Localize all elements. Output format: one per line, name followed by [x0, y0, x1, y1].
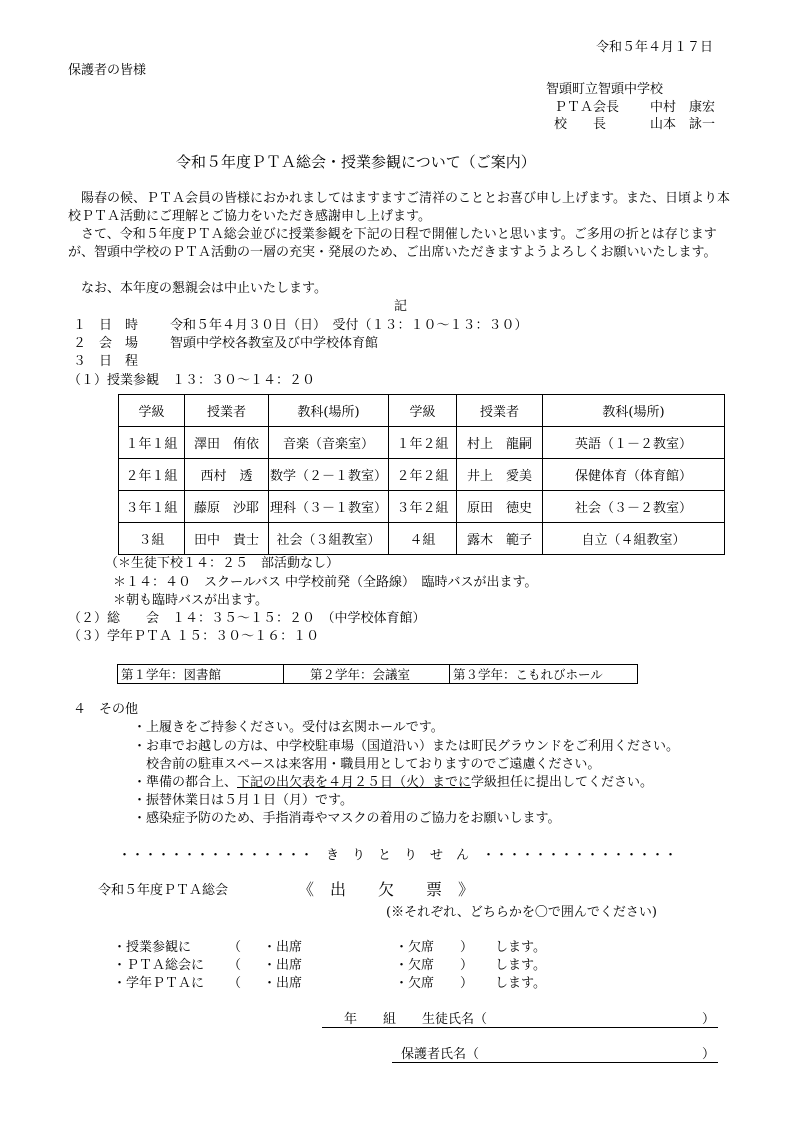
- grade-room-table: [117, 664, 638, 684]
- table-row: [119, 459, 725, 491]
- bullet-infection: ・感染症予防のため、手指消毒やマスクの着用のご協力をお願いします。: [133, 811, 561, 826]
- table-cell: 田中 貴士: [185, 523, 269, 555]
- table-cell: 原田 徳史: [457, 491, 543, 523]
- item-schedule-label: ３ 日 程: [73, 354, 139, 369]
- attend-option[interactable]: ・出席: [263, 976, 303, 991]
- guardian-close-paren: ）: [702, 1047, 716, 1062]
- other-label: ４ その他: [73, 702, 139, 717]
- table-cell: 村上 龍嗣: [457, 427, 543, 459]
- table-cell: ３年２組: [389, 491, 457, 523]
- principal-role: 校 長: [554, 117, 607, 132]
- table-cell: 自立（４組教室）: [543, 523, 725, 555]
- table-cell: １年１組: [119, 427, 185, 459]
- row-suffix: します。: [495, 940, 546, 955]
- submission-post: 学級担任に提出してください。: [471, 775, 654, 790]
- table-header-row: [119, 395, 725, 427]
- table-cell: １年２組: [389, 427, 457, 459]
- row-suffix: します。: [495, 958, 546, 973]
- row-label: ・ＰＴＡ総会に: [113, 958, 205, 973]
- document-title: 令和５年度ＰＴＡ総会・授業参観について（ご案内）: [176, 153, 536, 171]
- table-cell: ３組: [119, 523, 185, 555]
- table-cell: 西村 透: [185, 459, 269, 491]
- bullet-parking: ・お車でお越しの方は、中学校駐車場（国道沿い）または町民グラウンドをご利用ください。: [133, 739, 680, 754]
- attend-option[interactable]: ・出席: [263, 958, 303, 973]
- absent-option[interactable]: ・欠席: [395, 958, 435, 973]
- table-cell: 数学（２－１教室）: [269, 459, 389, 491]
- table-cell: 保健体育（体育館）: [543, 459, 725, 491]
- bullet-parking-detail: 校舎前の駐車スペースは来客用・職員用としておりますのでご遠慮ください。: [146, 757, 601, 772]
- item-date-value: 令和５年４月３０日（日） 受付（１３：１０～１３：３０）: [170, 318, 528, 333]
- open-paren: （: [228, 976, 242, 991]
- open-paren: （: [228, 940, 242, 955]
- header-cell: 教科(場所): [269, 395, 389, 427]
- principal-name: 山本 詠一: [650, 117, 716, 132]
- absent-option[interactable]: ・欠席: [395, 940, 435, 955]
- bullet-slippers: ・上履きをご持参ください。受付は玄関ホールです。: [133, 720, 444, 735]
- header-cell: 授業者: [457, 395, 543, 427]
- header-cell: 学級: [389, 395, 457, 427]
- close-paren: ）: [460, 958, 474, 973]
- table-row: [119, 491, 725, 523]
- paragraph-notice: なお、本年度の懇親会は中止いたします。: [81, 281, 327, 296]
- table-cell: 社会（３－２教室）: [543, 491, 725, 523]
- table-cell: ３年１組: [119, 491, 185, 523]
- row-suffix: します。: [495, 976, 546, 991]
- student-name-label: 年 組 生徒氏名（: [344, 1012, 488, 1027]
- submission-deadline: 下記の出欠表を４月２５日（火）までに: [237, 775, 472, 790]
- header-cell: 学級: [119, 395, 185, 427]
- student-name-field[interactable]: [322, 1027, 718, 1028]
- table-cell: 藤原 沙耶: [185, 491, 269, 523]
- open-paren: （: [228, 958, 242, 973]
- item-venue-value: 智頭中学校各教室及び中学校体育館: [170, 336, 379, 351]
- student-close-paren: ）: [702, 1012, 716, 1027]
- cut-line: ・・・・・・・・・・・・・・・ き り と り せ ん ・・・・・・・・・・・・・・・: [118, 848, 678, 863]
- morning-bus-note: ＊朝も臨時バスが出ます。: [113, 593, 268, 608]
- table-cell: 第２学年：会議室: [284, 665, 450, 684]
- bullet-holiday: ・振替休業日は５月１日（月）です。: [133, 793, 353, 808]
- schedule-general-meeting: （２）総 会 １４：３５～１５：２０ （中学校体育館）: [68, 611, 426, 626]
- issue-date: 令和５年４月１７日: [596, 40, 714, 55]
- table-cell: 英語（１－２教室）: [543, 427, 725, 459]
- table-cell: ４組: [389, 523, 457, 555]
- pta-role: ＰＴＡ会長: [554, 100, 620, 115]
- class-schedule-table: [118, 394, 725, 555]
- table-cell: 第１学年：図書館: [118, 665, 284, 684]
- form-title: 《 出 欠 票 》: [298, 880, 475, 899]
- table-cell: 第３学年：こもれびホール: [450, 665, 638, 684]
- table-row: [119, 523, 725, 555]
- ki-mark: 記: [394, 299, 408, 314]
- attend-option[interactable]: ・出席: [263, 940, 303, 955]
- close-paren: ）: [460, 976, 474, 991]
- item-date-label: １ 日 時: [73, 318, 139, 333]
- paragraph-invitation: さて、令和５年度ＰＴＡ総会並びに授業参観を下記の日程で開催したいと思います。ご多用の折とは存じますが、智頭中学校のＰＴＡ活動の一層の充実・発展のため、ご出席いただきますようよろしくお願いいたします。: [68, 227, 717, 260]
- item-venue-label: ２ 会 場: [73, 336, 139, 351]
- table-cell: 理科（３－１教室）: [269, 491, 389, 523]
- row-label: ・学年ＰＴＡに: [113, 976, 205, 991]
- form-instruction: (※それぞれ、どちらかを〇で囲んでください): [386, 905, 657, 920]
- table-cell: ２年１組: [119, 459, 185, 491]
- submission-pre: ・準備の都合上、: [133, 775, 238, 790]
- recipient: 保護者の皆様: [68, 63, 147, 78]
- header-cell: 教科(場所): [543, 395, 725, 427]
- bullet-submission: [133, 776, 653, 789]
- close-paren: ）: [460, 940, 474, 955]
- absent-option[interactable]: ・欠席: [395, 976, 435, 991]
- table-row: [119, 427, 725, 459]
- school-name: 智頭町立智頭中学校: [546, 82, 664, 97]
- form-heading: 令和５年度ＰＴＡ総会: [98, 883, 229, 898]
- table-cell: 井上 愛美: [457, 459, 543, 491]
- schedule-grade-pta: （３）学年ＰＴＡ １５：３０～１６：１０: [68, 629, 320, 644]
- table-cell: 音楽（音楽室）: [269, 427, 389, 459]
- table-cell: 社会（３組教室）: [269, 523, 389, 555]
- bus-note: ＊１４：４０ スクールバス 中学校前発（全路線） 臨時バスが出ます。: [113, 575, 538, 590]
- row-label: ・授業参観に: [113, 940, 192, 955]
- table-cell: 露木 範子: [457, 523, 543, 555]
- guardian-name-field[interactable]: [392, 1062, 718, 1063]
- table-cell: ２年２組: [389, 459, 457, 491]
- paragraph-greeting: 陽春の候、ＰＴＡ会員の皆様におかれましてはますますご清祥のこととお喜び申し上げます。また、日頃より本校ＰＴＡ活動にご理解とご協力をいただき感謝申し上げます。: [68, 191, 730, 224]
- table-cell: 澤田 侑依: [185, 427, 269, 459]
- dismissal-note: （＊生徒下校１４：２５ 部活動なし）: [105, 556, 340, 571]
- pta-name: 中村 康宏: [650, 100, 716, 115]
- header-cell: 授業者: [185, 395, 269, 427]
- guardian-name-label: 保護者氏名（: [401, 1047, 480, 1062]
- schedule-class-visit: （１）授業参観 １３：３０～１４：２０: [68, 373, 316, 388]
- table-row: [118, 665, 638, 684]
